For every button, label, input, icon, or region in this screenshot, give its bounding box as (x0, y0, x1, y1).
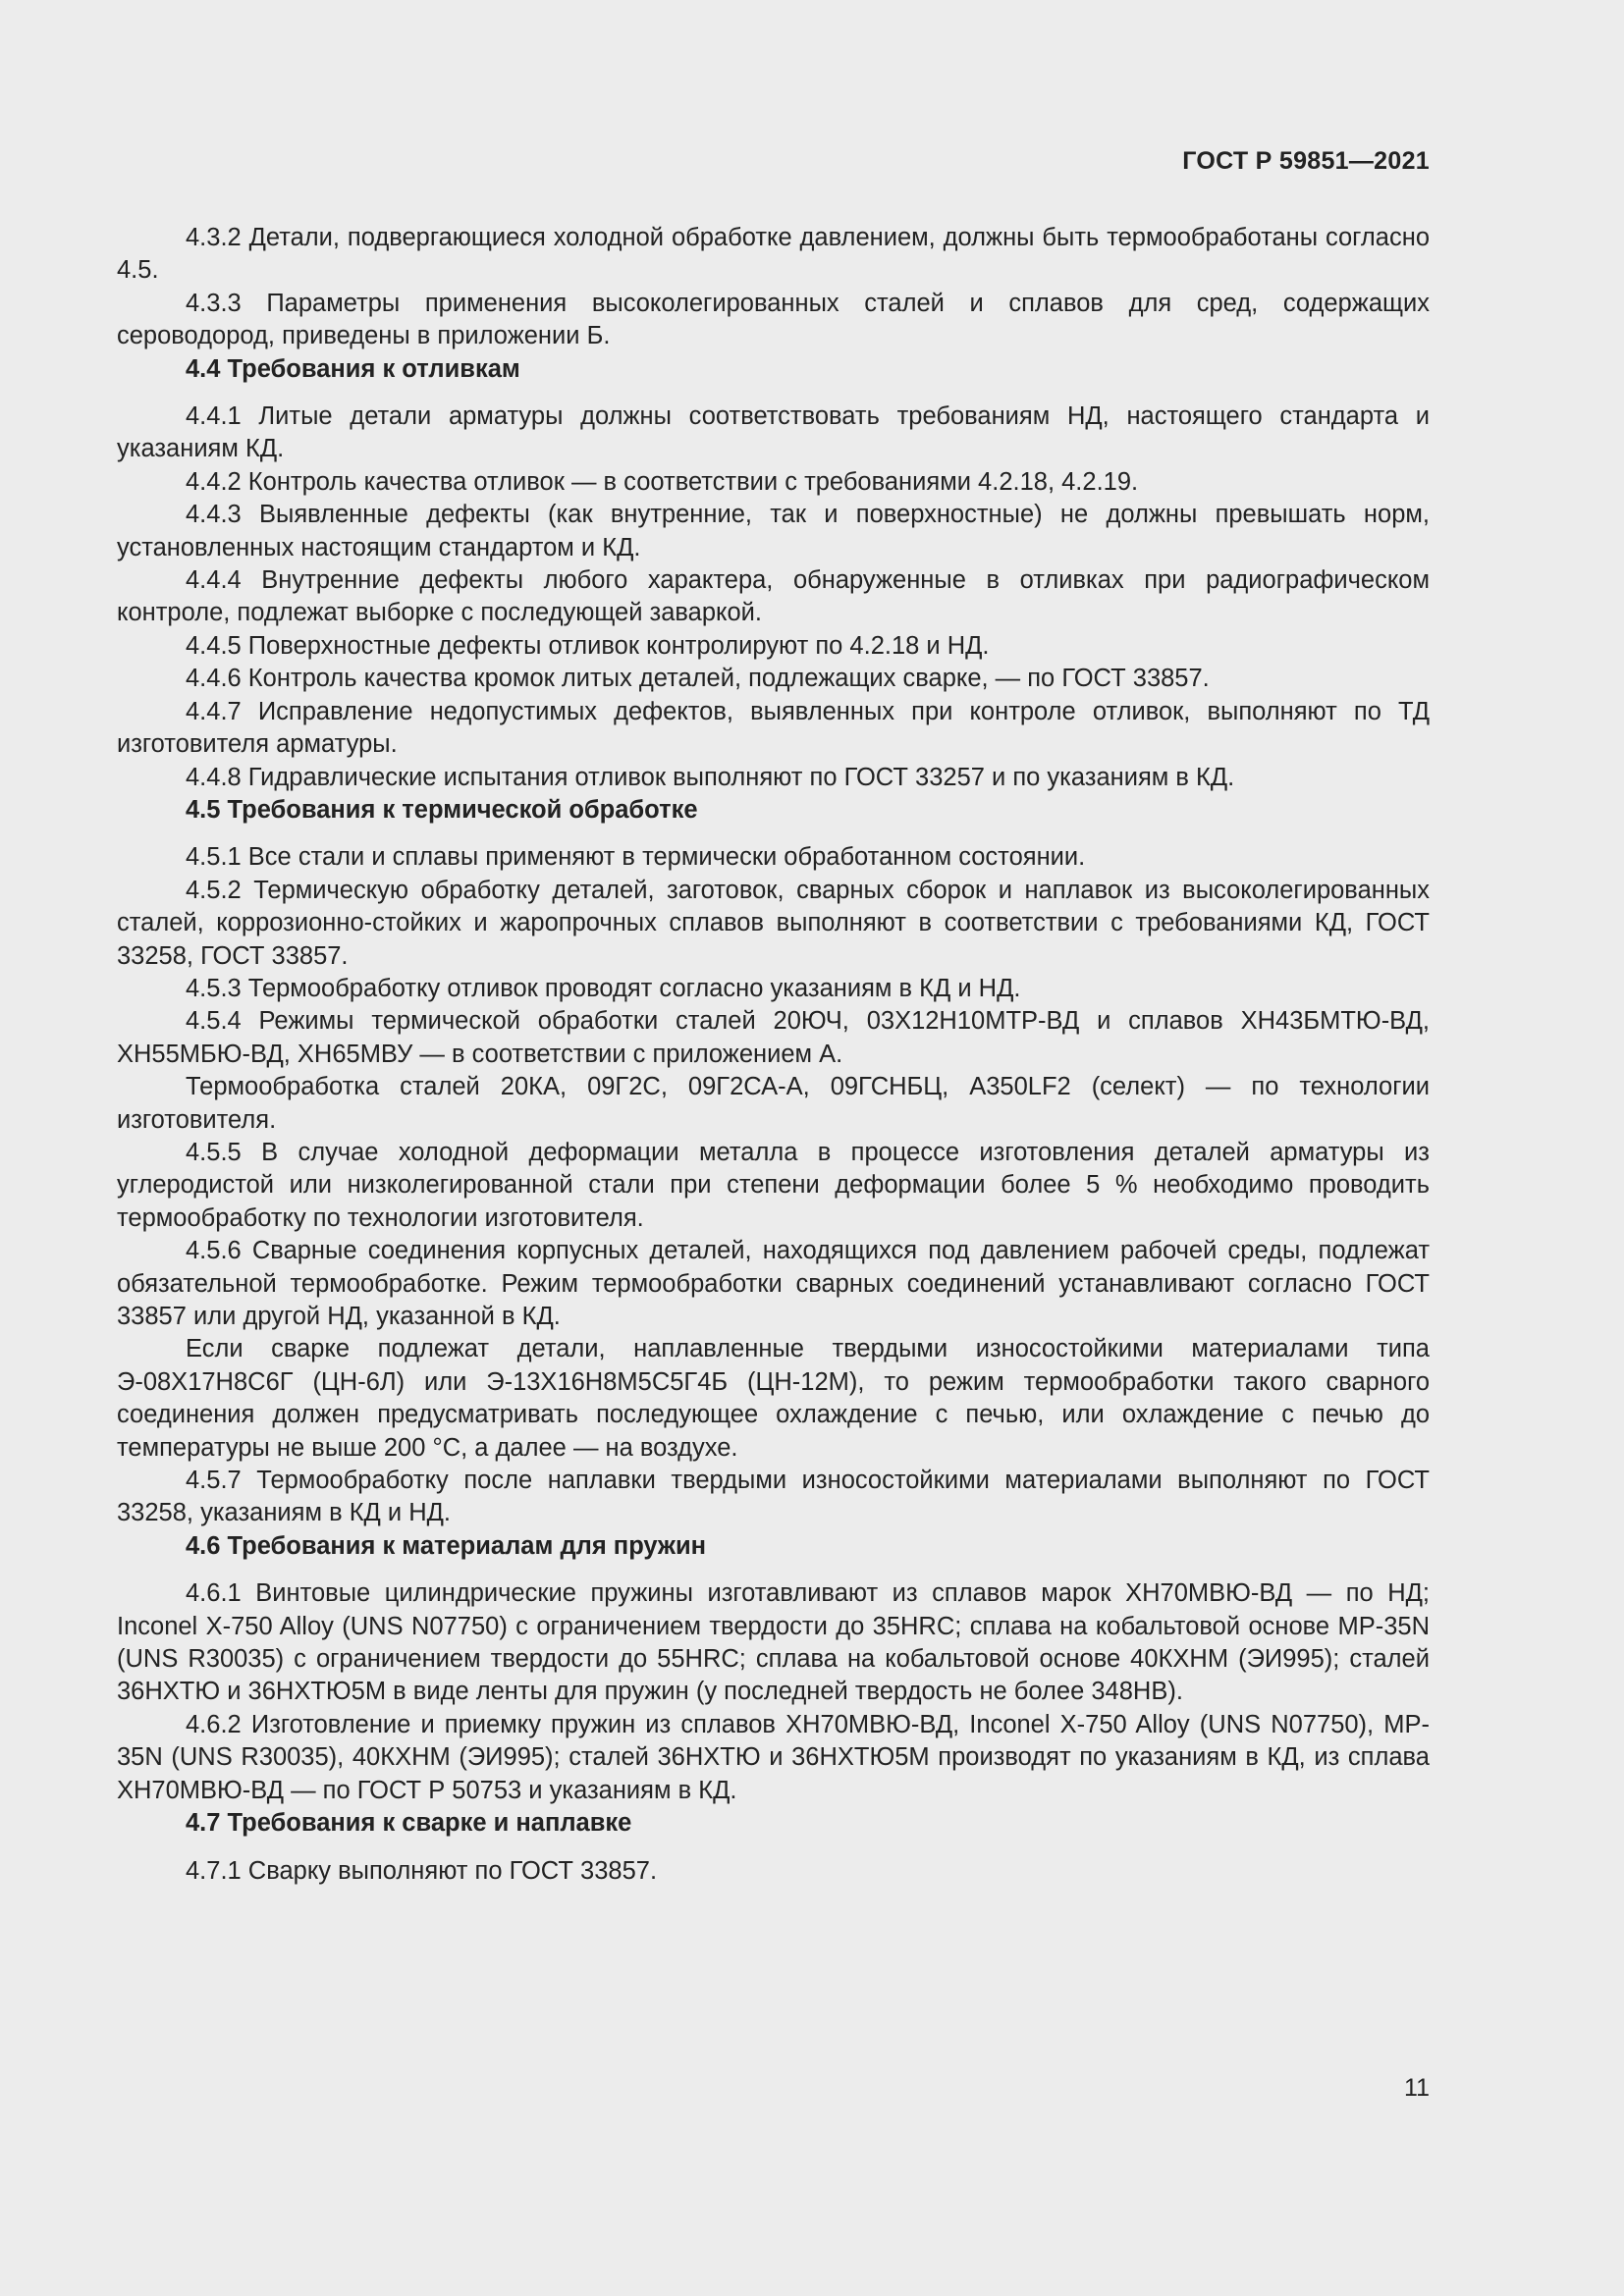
page-number: 11 (1404, 2074, 1430, 2102)
section-body-4-5 (117, 841, 1430, 1530)
paragraph-4-5-7: 4.5.7 Термообработку после наплавки твердыми износостойкими материалами выполняют по ГОСТ 33258, указаниям в КД и НД. (117, 1467, 1430, 1527)
paragraph-4-5-4-note: Термообработка сталей 20КА, 09Г2С, 09Г2СА-А, 09ГСНБЦ, A350LF2 (селект) — по технологии изготовителя. (117, 1073, 1430, 1134)
section-body-4-4 (117, 400, 1430, 794)
paragraph-4-4-1: 4.4.1 Литые детали арматуры должны соответствовать требованиям НД, настоящего стандарта и указаниям КД. (117, 402, 1430, 463)
paragraph-4-5-4: 4.5.4 Режимы термической обработки сталей 20ЮЧ, 03Х12Н10МТР-ВД и сплавов ХН43БМТЮ-ВД, ХН55МБЮ-ВД, ХН65МВУ — в соответствии с приложением А. (117, 1007, 1430, 1068)
paragraph-4-4-8: 4.4.8 Гидравлические испытания отливок выполняют по ГОСТ 33257 и по указаниям в КД. (186, 763, 1235, 791)
section-title-4-5: 4.5 Требования к термической обработке (186, 795, 698, 824)
paragraph-4-6-2: 4.6.2 Изготовление и приемку пружин из сплавов ХН70МВЮ-ВД, Inconel X-750 Alloy (UNS N07750), MP-35N (UNS R30035), 40КХНМ (ЭИ995); сталей 36НХТЮ и 36НХТЮ5М производят по указаниям в КД, из сплава ХН70МВЮ-ВД — по ГОСТ Р 50753 и указаниям в КД. (117, 1710, 1430, 1804)
paragraph-4-4-5: 4.4.5 Поверхностные дефекты отливок контролируют по 4.2.18 и НД. (186, 631, 990, 660)
paragraph-4-4-4: 4.4.4 Внутренние дефекты любого характера, обнаруженные в отливках при радиографическом контроле, подлежат выборке с последующей заваркой. (117, 566, 1430, 627)
section-title-4-6: 4.6 Требования к материалам для пружин (186, 1531, 707, 1560)
paragraph-4-7-1: 4.7.1 Сварку выполняют по ГОСТ 33857. (186, 1856, 658, 1885)
paragraph-4-5-2: 4.5.2 Термическую обработку деталей, заготовок, сварных сборок и наплавок из высоколегированных сталей, коррозионно-стойких и жаропрочных сплавов выполняют в соответствии с требованиями КД, ГОСТ 33258, ГОСТ 33857. (117, 876, 1430, 970)
section-title-4-7: 4.7 Требования к сварке и наплавке (186, 1809, 632, 1838)
paragraph-4-5-6: 4.5.6 Сварные соединения корпусных деталей, находящихся под давлением рабочей среды, подлежат обязательной термообработке. Режим термообработки сварных соединений устанавливают согласно ГОСТ 33857 или другой НД, указанной в КД. (117, 1237, 1430, 1330)
paragraph-4-5-5: 4.5.5 В случае холодной деформации металла в процессе изготовления деталей арматуры из углеродистой или низколегированной стали при степени деформации более 5 % необходимо проводить термообработку по технологии изготовителя. (117, 1138, 1430, 1232)
paragraph-4-4-7: 4.4.7 Исправление недопустимых дефектов, выявленных при контроле отливок, выполняют по ТД изготовителя арматуры. (117, 697, 1430, 759)
document-body (117, 222, 1430, 1888)
paragraph-4-5-1: 4.5.1 Все стали и сплавы применяют в термически обработанном состоянии. (186, 843, 1086, 872)
document-code-header: ГОСТ Р 59851—2021 (1182, 147, 1430, 175)
section-body-4-7 (117, 1855, 1430, 1888)
paragraph-4-4-2: 4.4.2 Контроль качества отливок — в соответствии с требованиями 4.2.18, 4.2.19. (186, 467, 1139, 496)
paragraph-4-4-6: 4.4.6 Контроль качества кромок литых деталей, подлежащих сварке, — по ГОСТ 33857. (186, 665, 1210, 693)
paragraph-4-4-3: 4.4.3 Выявленные дефекты (как внутренние, так и поверхностные) не должны превышать норм, установленных настоящим стандартом и КД. (117, 501, 1430, 561)
paragraph-4-3-3: 4.3.3 Параметры применения высоколегированных сталей и сплавов для сред, содержащих сероводород, приведены в приложении Б. (117, 289, 1430, 350)
section-body-4-6 (117, 1577, 1430, 1807)
paragraph-4-5-3: 4.5.3 Термообработку отливок проводят согласно указаниям в КД и НД. (186, 974, 1021, 1002)
paragraph-4-6-1: 4.6.1 Винтовые цилиндрические пружины изготавливают из сплавов марок ХН70МВЮ-ВД — по НД; Inconel X-750 Alloy (UNS N07750) с ограничением твердости до 35HRC; сплава на кобальтовой основе MP-35N (UNS R30035) с ограничением твердости до 55HRC; сплава на кобальтовой основе 40КХНМ (ЭИ995); сталей 36НХТЮ и 36НХТЮ5М в виде ленты для пружин (у последней твердость не более 348НВ). (117, 1579, 1430, 1706)
section-title-4-4: 4.4 Требования к отливкам (186, 354, 520, 383)
paragraph-4-5-6-note: Если сварке подлежат детали, наплавленные твердыми износостойкими материалами типа Э-08Х17Н8С6Г (ЦН-6Л) или Э-13Х16Н8М5С5Г4Б (ЦН-12М), то режим термообработки такого сварного соединения должен предусматривать последующее охлаждение с печью, или охлаждение с печью до температуры не выше 200 °С, а далее — на воздухе. (117, 1335, 1430, 1462)
paragraph-4-3-2: 4.3.2 Детали, подвергающиеся холодной обработке давлением, должны быть термообработаны согласно 4.5. (117, 224, 1430, 285)
